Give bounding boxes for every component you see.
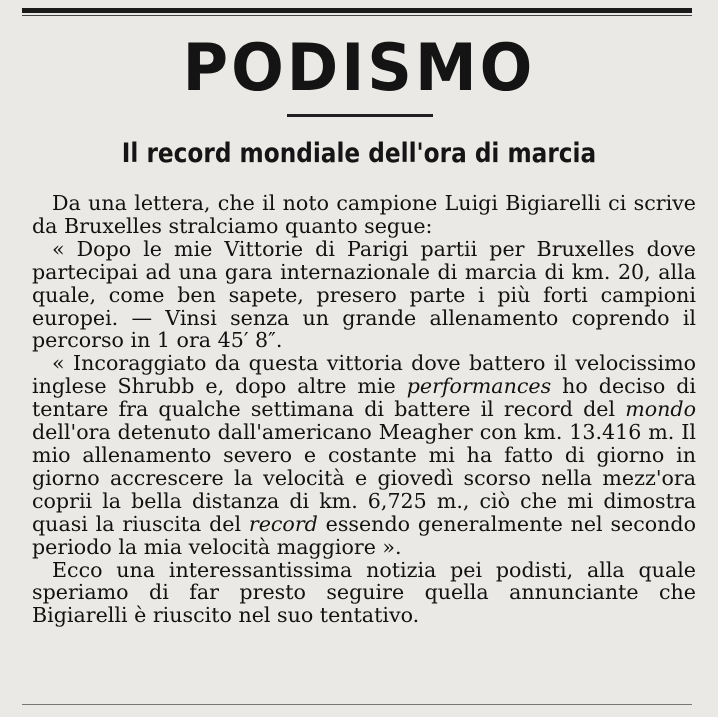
top-rule [22,8,692,13]
paragraph-intro: Da una lettera, che il noto campione Luigi Bigiarelli ci scrive da Bruxelles stralciamo quanto segue: [32,191,696,238]
paragraph-3-part-4: essendo generalmente nel secondo periodo la mia velocità maggiore ». [32,511,696,559]
paragraph-3-italic-2: mondo [625,397,696,422]
paragraph-3-part-3: dell'ora detenuto dall'americano Meagher con km. 13.416 m. Il mio allenamento severo e costante mi ha fatto di giorno in giorno accrescere la velocità e giovedì scorso nella mezz'ora coprii la bella distanza di km. 6,725 m., ciò che mi dimostra quasi la riuscita del [32,420,696,536]
top-rule-thin [22,15,692,16]
paragraph-3-italic-1: performances [406,374,552,399]
bottom-rule [22,704,692,705]
headline-divider [287,114,433,117]
paragraph-3-part-1: « Incoraggiato da questa vittoria dove battero il velocissimo inglese Shrubb e, dopo altre mie [32,351,696,399]
paragraph-3-part-2: ho deciso di tentare fra qualche settimana di battere il record del [32,374,697,422]
article-body [32,192,696,627]
subheadline: Il record mondiale dell'ora di marcia [121,138,597,169]
paragraph-quote-1: « Dopo le mie Vittorie di Parigi partii per Bruxelles dove partecipai ad una gara internazionale di marcia di km. 20, alla quale, come ben sapete, presero parte i più forti campioni europei. — Vinsi senza un grande allenamento coprendo il percorso in 1 ora 45′ 8″. [32,236,696,353]
paragraph-3-italic-3: record [248,511,318,536]
headline: PODISMO [182,29,536,106]
paragraph-quote-2 [32,352,696,558]
paragraph-closing: Ecco una interessantissima notizia pei podisti, alla quale speriamo di far presto seguire quella annunciante che Bigiarelli è riuscito nel suo tentativo. [32,557,696,628]
